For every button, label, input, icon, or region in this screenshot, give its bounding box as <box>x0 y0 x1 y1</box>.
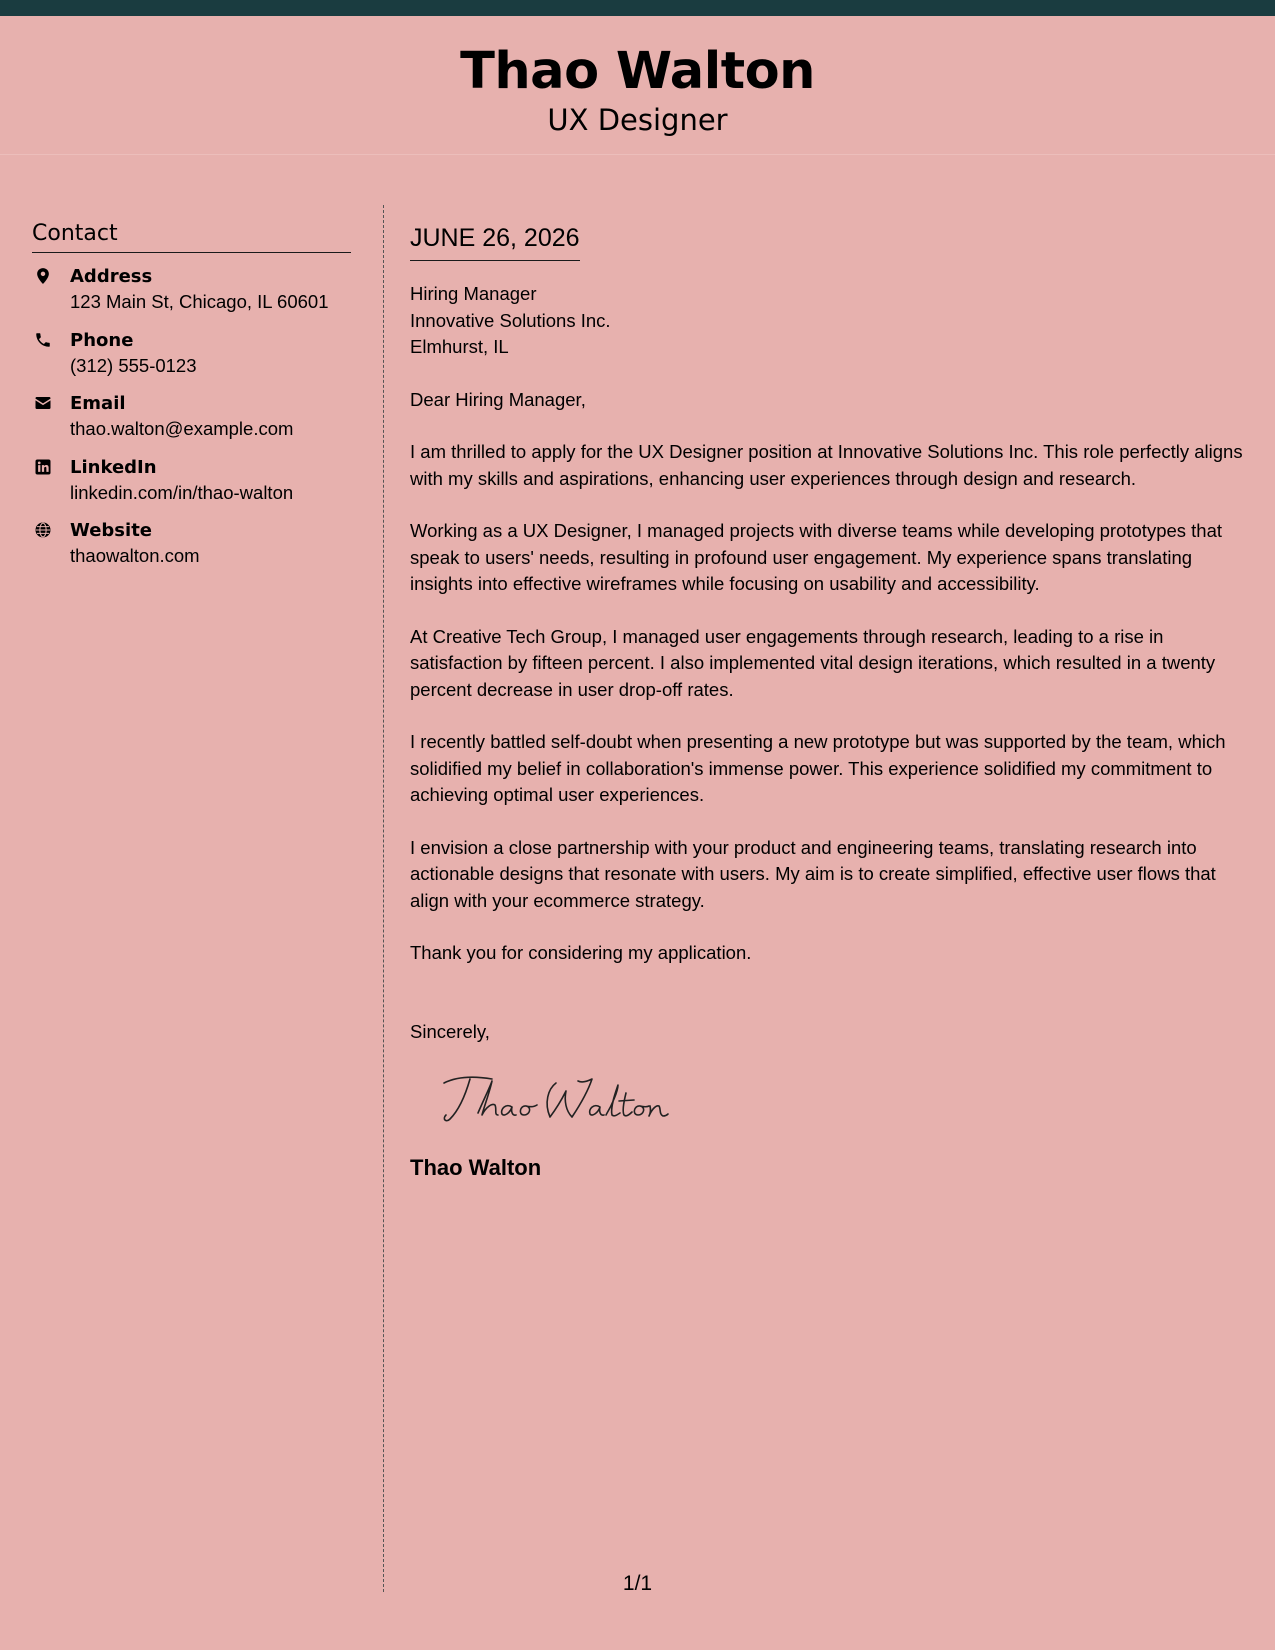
envelope-icon <box>34 394 52 412</box>
contact-label: Address <box>70 266 153 287</box>
letter-paragraph: Working as a UX Designer, I managed projects with diverse teams while developing prototypes that speak to users' needs, resulting in profound user engagement. My experience spans translating insights into effective wireframes while focusing on usability and accessibility. <box>410 520 1223 594</box>
contact-address <box>32 265 351 329</box>
phone-icon <box>34 331 52 349</box>
page-number <box>0 1570 1275 1598</box>
signoff: Sincerely, <box>410 1020 490 1042</box>
map-pin-icon <box>34 267 52 285</box>
contact-value: 123 Main St, Chicago, IL 60601 <box>70 291 329 312</box>
top-accent-bar <box>0 0 1275 16</box>
contact-value: linkedin.com/in/thao-walton <box>70 481 294 503</box>
contact-website <box>32 519 351 583</box>
contact-label: LinkedIn <box>70 456 157 478</box>
handwritten-signature <box>440 1069 1245 1129</box>
contact-value: thaowalton.com <box>70 545 200 566</box>
contact-list <box>32 265 351 583</box>
column-divider <box>383 205 384 1592</box>
letter-paragraph: I recently battled self-doubt when presenting a new prototype but was supported by the team, which solidified my belief in collaboration's immense power. This experience solidified my commitment to achieving optimal user experiences. <box>410 731 1226 805</box>
contact-label: Phone <box>70 329 134 351</box>
letter-paragraph: At Creative Tech Group, I managed user engagements through research, leading to a rise in satisfaction by fifteen percent. I also implemented vital design iterations, which resulted in a twenty percent decrease in user drop-off rates. <box>410 625 1216 700</box>
recipient-line: Elmhurst, IL <box>410 336 509 357</box>
recipient-line: Hiring Manager <box>410 283 537 304</box>
contact-heading: Contact <box>32 218 351 253</box>
linkedin-icon <box>34 458 52 476</box>
applicant-name: Thao Walton <box>460 42 815 101</box>
signer-name: Thao Walton <box>410 1155 542 1180</box>
contact-value: (312) 555-0123 <box>70 354 197 376</box>
contact-email <box>32 392 351 456</box>
contact-label: Website <box>70 520 153 541</box>
page-number-text: 1/1 <box>622 1572 653 1595</box>
contact-linkedin <box>32 456 351 520</box>
salutation: Dear Hiring Manager, <box>410 388 586 410</box>
globe-icon <box>34 521 52 539</box>
closing-line: Thank you for considering my application. <box>410 942 752 963</box>
letter-date: JUNE 26, 2026 <box>410 222 580 261</box>
page-header <box>0 16 1275 155</box>
letter-paragraph: I envision a close partnership with your product and engineering teams, translating research into actionable designs that resonate with users. My aim is to create simplified, effective user flows that align with your ecommerce strategy. <box>410 836 1216 911</box>
contact-label: Email <box>70 393 126 414</box>
letter-body <box>410 222 1245 1183</box>
recipient-line: Innovative Solutions Inc. <box>410 309 611 331</box>
recipient-block <box>410 281 1245 361</box>
contact-value: thao.walton@example.com <box>70 418 294 439</box>
letter-paragraph: I am thrilled to apply for the UX Designer position at Innovative Solutions Inc. This role perfectly aligns with my skills and aspirations, enhancing user experiences through design and research. <box>410 441 1243 489</box>
contact-sidebar <box>32 218 351 583</box>
applicant-title: UX Designer <box>547 103 728 137</box>
contact-phone <box>32 329 351 393</box>
